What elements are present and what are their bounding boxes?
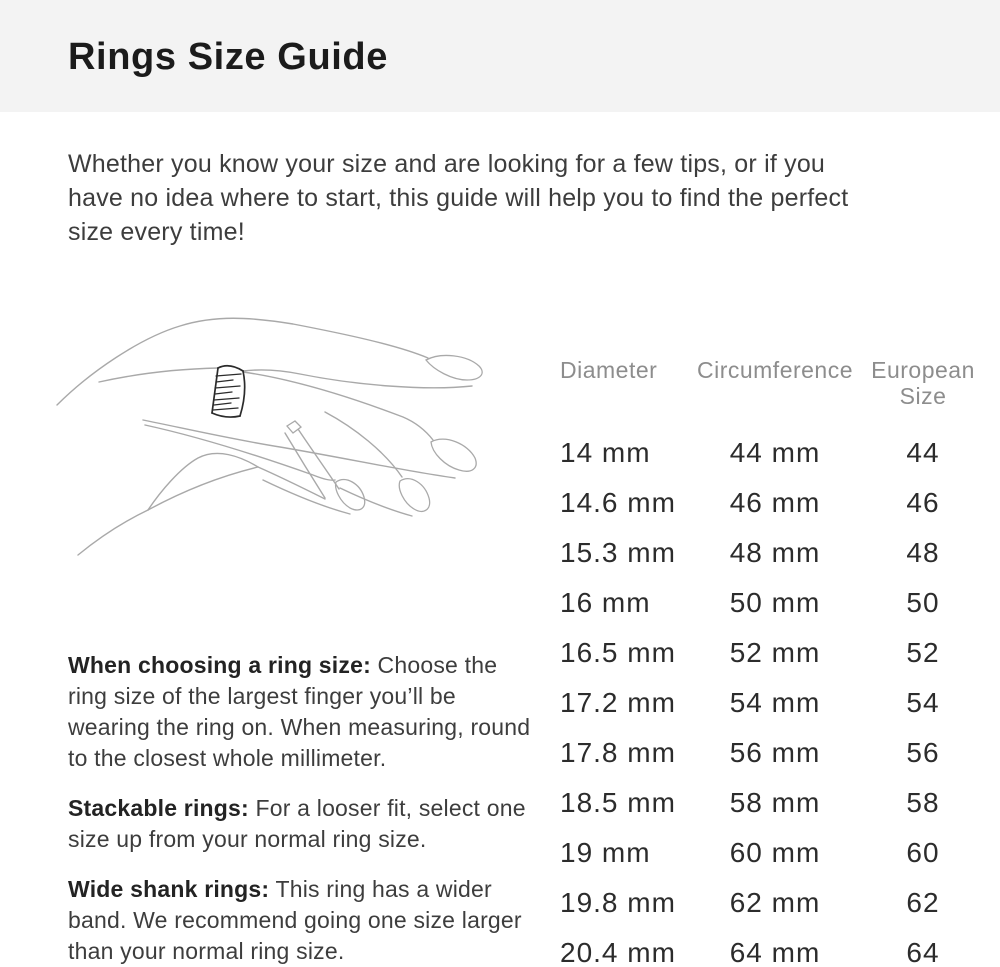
tip-wide-shank — [68, 874, 532, 967]
index-nail — [426, 355, 482, 380]
diameter-cell: 16 mm — [560, 587, 651, 618]
table-row — [560, 828, 986, 878]
circumference-header: Circumference — [696, 357, 854, 383]
diameter-cell: 14 mm — [560, 437, 651, 468]
header-band — [0, 0, 1000, 112]
table-header-row — [560, 352, 986, 409]
sizing-tips — [68, 650, 532, 967]
circumference-cell: 58 mm — [729, 787, 821, 818]
table-row — [560, 678, 986, 728]
circumference-cell: 60 mm — [729, 837, 821, 868]
diameter-cell: 20.4 mm — [560, 937, 676, 967]
european-size-cell: 58 — [906, 787, 940, 818]
table-row — [560, 778, 986, 828]
european-size-cell: 52 — [906, 637, 940, 668]
diameter-cell: 14.6 mm — [560, 487, 676, 518]
tip-stackable-text: For a looser fit, select one size up from your normal ring size. — [68, 795, 526, 852]
table-row — [560, 728, 986, 778]
european-size-cell: 46 — [906, 487, 940, 518]
circumference-cell: 46 mm — [729, 487, 821, 518]
circumference-cell: 64 mm — [729, 937, 821, 967]
ring-finger-nail — [336, 480, 365, 510]
ring-sizer-band — [212, 366, 245, 417]
european-size-cell: 48 — [906, 537, 940, 568]
table-row — [560, 578, 986, 628]
european-size-cell: 62 — [906, 887, 940, 918]
diameter-cell: 15.3 mm — [560, 537, 676, 568]
table-row — [560, 928, 986, 967]
tip-stackable — [68, 793, 532, 855]
circumference-cell: 48 mm — [729, 537, 821, 568]
circumference-cell: 62 mm — [729, 887, 821, 918]
intro-paragraph: Whether you know your size and are looking for a few tips, or if you have no idea where to start, this guide will help you to find the perfect size every time! — [68, 150, 849, 246]
hand-line-drawing — [45, 300, 525, 635]
table-row — [560, 478, 986, 528]
circumference-cell: 52 mm — [729, 637, 821, 668]
circumference-cell: 50 mm — [729, 587, 821, 618]
european-size-cell: 44 — [906, 437, 940, 468]
european-size-cell: 54 — [906, 687, 940, 718]
table-row — [560, 428, 986, 478]
hand-with-ring-illustration — [45, 300, 525, 635]
circumference-cell: 56 mm — [729, 737, 821, 768]
european-size-cell: 60 — [906, 837, 940, 868]
tip-choosing-text: Choose the ring size of the largest finger you’ll be wearing the ring on. When measuring, round to the closest whole millimeter. — [68, 652, 531, 771]
diameter-cell: 17.2 mm — [560, 687, 676, 718]
pinky-nail — [399, 479, 429, 512]
european-size-cell: 56 — [906, 737, 940, 768]
tip-stackable-label: Stackable rings: — [68, 795, 249, 821]
size-conversion-table — [560, 352, 986, 967]
european-size-cell: 64 — [906, 937, 940, 967]
diameter-cell: 17.8 mm — [560, 737, 676, 768]
diameter-cell: 19.8 mm — [560, 887, 676, 918]
tip-choosing-label: When choosing a ring size: — [68, 652, 371, 678]
european-size-cell: 50 — [906, 587, 940, 618]
diameter-header: Diameter — [560, 357, 658, 383]
diameter-cell: 16.5 mm — [560, 637, 676, 668]
table-row — [560, 628, 986, 678]
tip-choosing — [68, 650, 532, 774]
european-size-header: European Size — [871, 357, 975, 409]
circumference-cell: 54 mm — [729, 687, 821, 718]
circumference-cell: 44 mm — [729, 437, 821, 468]
diameter-cell: 18.5 mm — [560, 787, 676, 818]
table-body — [560, 428, 986, 967]
tip-wide-shank-label: Wide shank rings: — [68, 876, 270, 902]
table-row — [560, 528, 986, 578]
page-title: Rings Size Guide — [68, 36, 388, 78]
middle-nail — [431, 439, 476, 471]
table-row — [560, 878, 986, 928]
diameter-cell: 19 mm — [560, 837, 651, 868]
tip-wide-shank-text: This ring has a wider band. We recommend going one size larger than your normal ring size. — [68, 876, 522, 964]
